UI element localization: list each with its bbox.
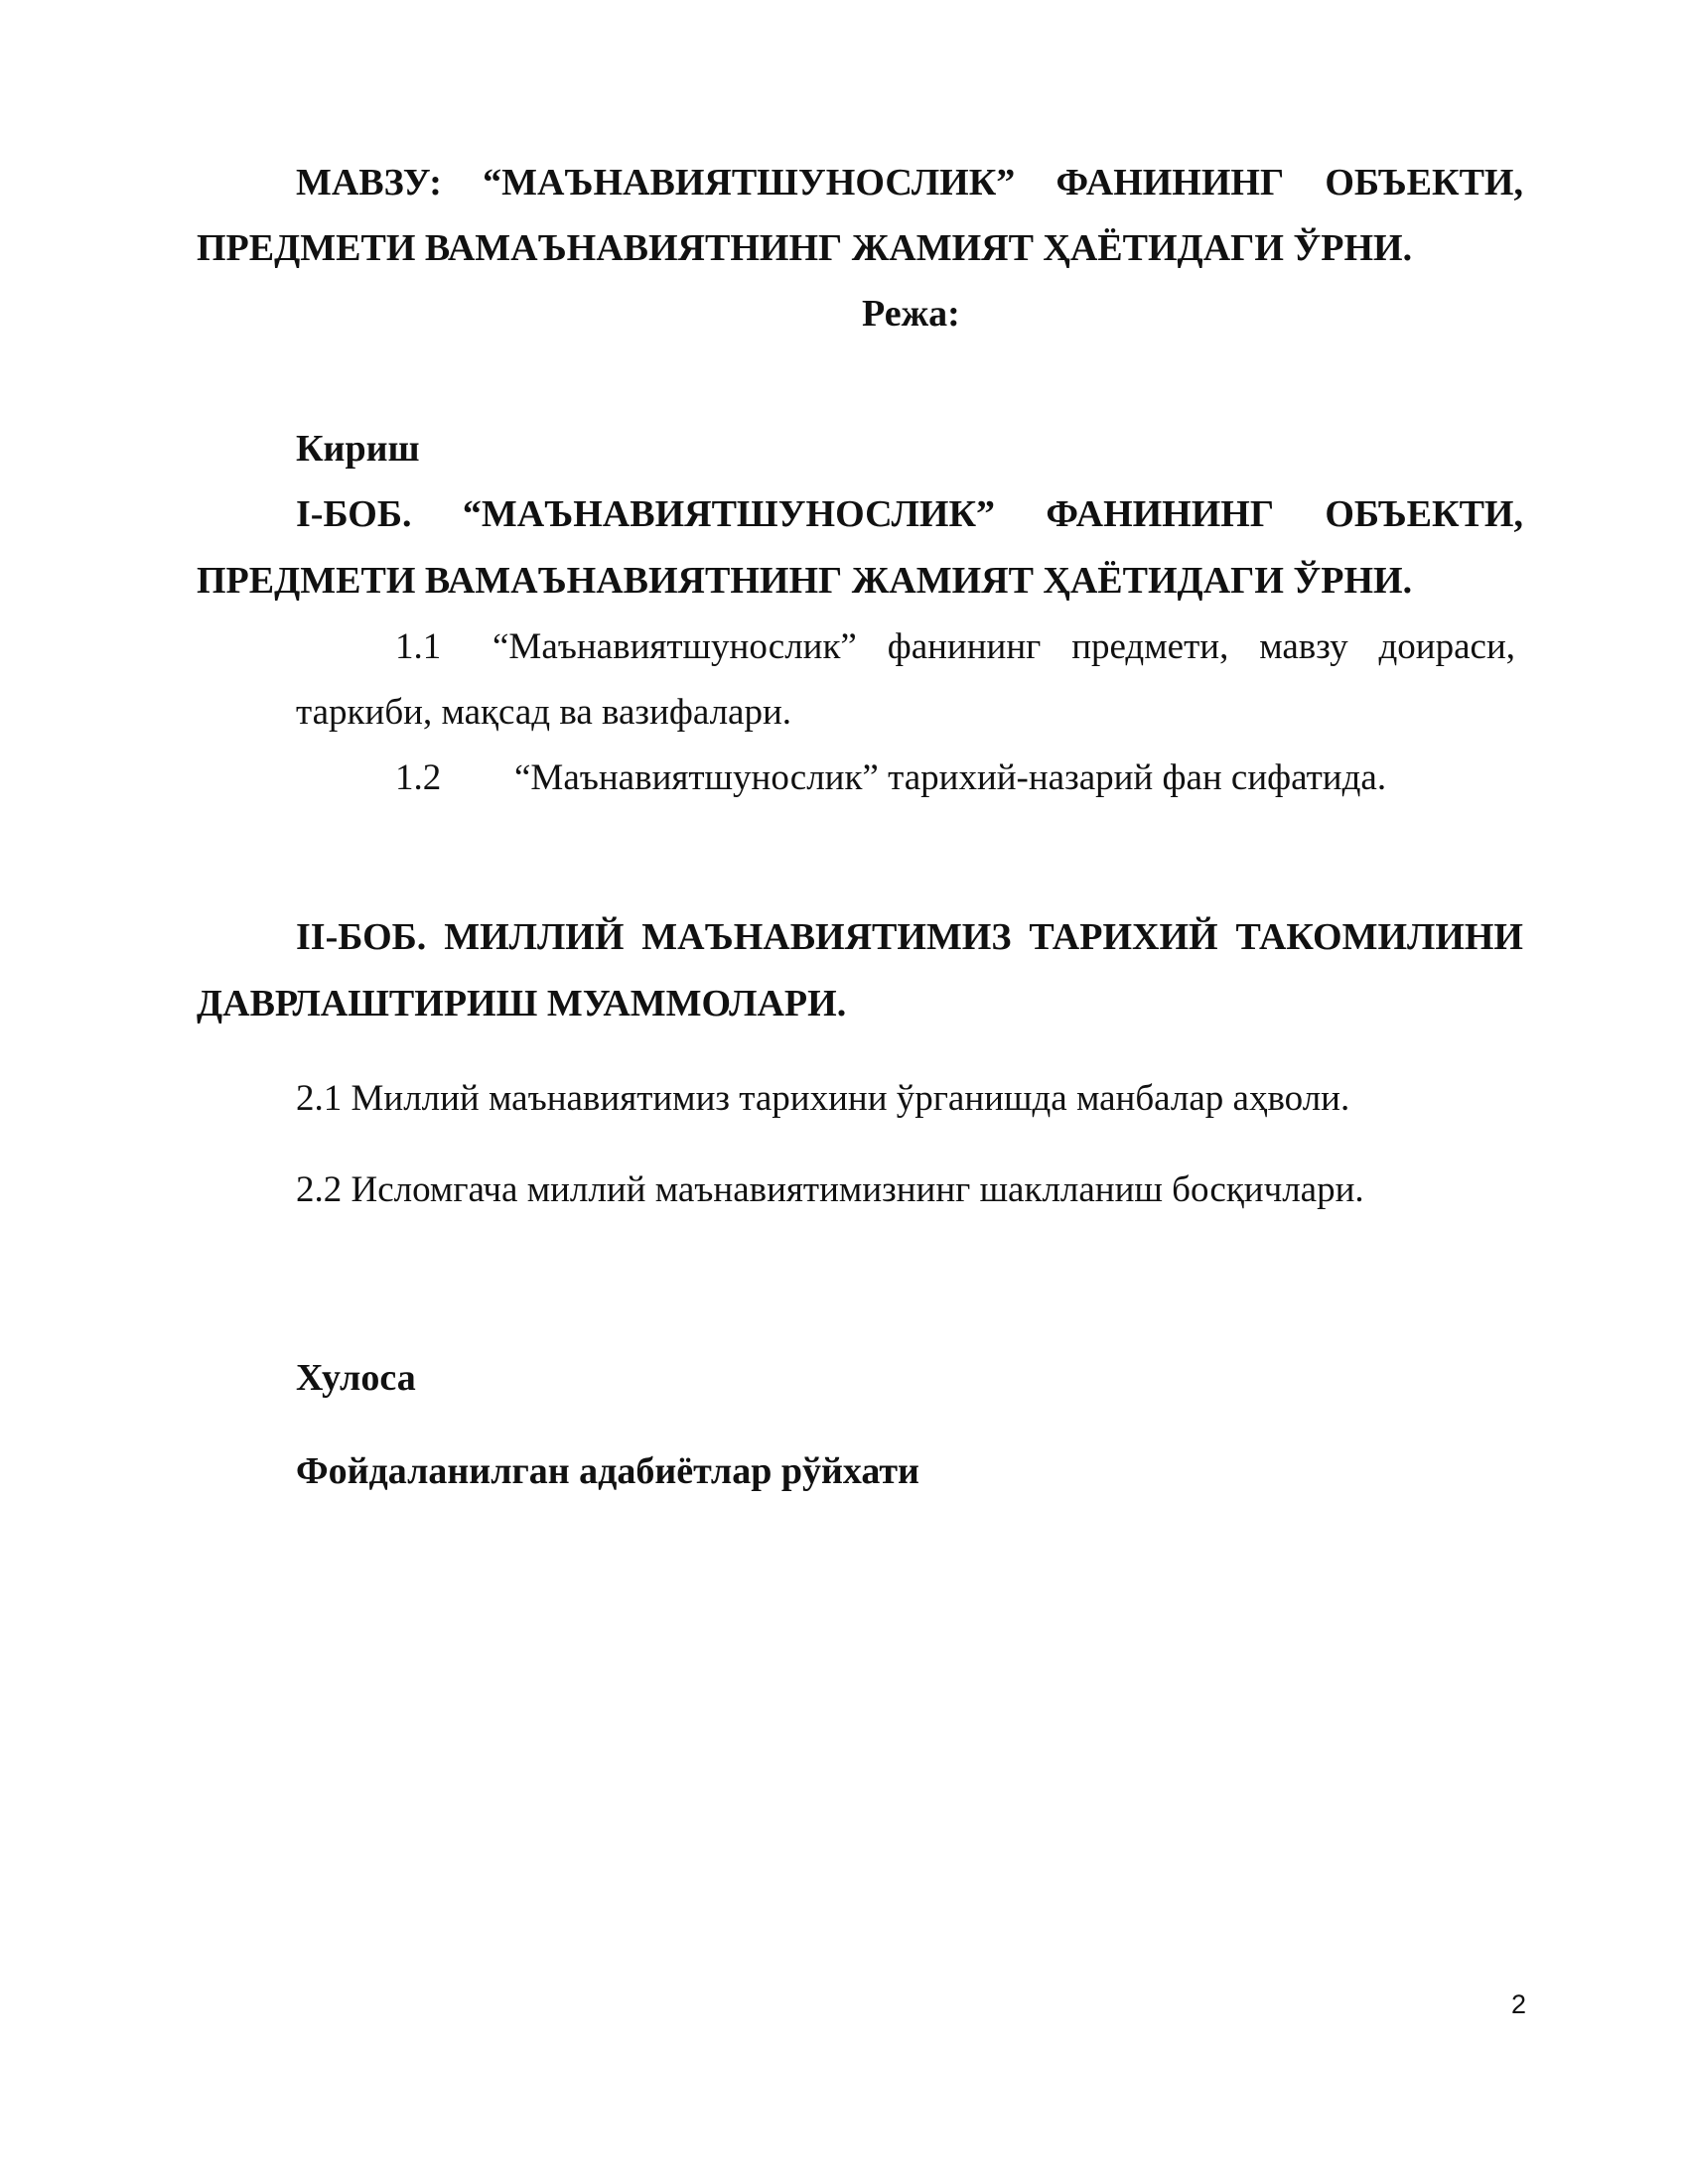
item-1-1-number: 1.1 bbox=[395, 626, 442, 667]
item-1-1-text-line-2: таркиби, мақсад ва вазифалари. bbox=[296, 692, 792, 733]
item-1-1-text-line-1: “Маънавиятшунослик” фанининг предмети, мавзу доираси, bbox=[492, 626, 1515, 667]
chapter-1-line-2: ПРЕДМЕТИ ВАМАЪНАВИЯТНИНГ ЖАМИЯТ ҲАЁТИДАГИ ЎРНИ. bbox=[197, 560, 1413, 602]
item-2-1: 2.1 Миллий маънавиятимиз тарихини ўрганишда манбалар аҳволи. bbox=[296, 1078, 1350, 1119]
references-heading: Фойдаланилган адабиётлар рўйхати bbox=[296, 1450, 919, 1492]
title-line-2: ПРЕДМЕТИ ВАМАЪНАВИЯТНИНГ ЖАМИЯТ ҲАЁТИДАГИ ЎРНИ. bbox=[197, 227, 1413, 269]
plan-heading: Режа: bbox=[862, 293, 960, 335]
intro-heading: Кириш bbox=[296, 428, 420, 470]
item-1-2-number: 1.2 bbox=[395, 757, 442, 798]
title-line-1: МАВЗУ: “МАЪНАВИЯТШУНОСЛИК” ФАНИНИНГ ОБЪЕКТИ, bbox=[296, 162, 1523, 204]
chapter-1-line-1: I-БОБ. “МАЪНАВИЯТШУНОСЛИК” ФАНИНИНГ ОБЪЕКТИ, bbox=[296, 493, 1523, 535]
conclusion-heading: Хулоса bbox=[296, 1357, 416, 1399]
page-number: 2 bbox=[1511, 1989, 1527, 2019]
item-2-2: 2.2 Исломгача миллий маънавиятимизнинг шаклланиш босқичлари. bbox=[296, 1169, 1364, 1210]
chapter-2-line-1: II-БОБ. МИЛЛИЙ МАЪНАВИЯТИМИЗ ТАРИХИЙ ТАКОМИЛИНИ bbox=[296, 916, 1523, 958]
chapter-2-line-2: ДАВРЛАШТИРИШ МУАММОЛАРИ. bbox=[197, 983, 847, 1024]
item-1-2-text: “Маънавиятшунослик” тарихий-назарий фан сифатида. bbox=[514, 757, 1387, 798]
